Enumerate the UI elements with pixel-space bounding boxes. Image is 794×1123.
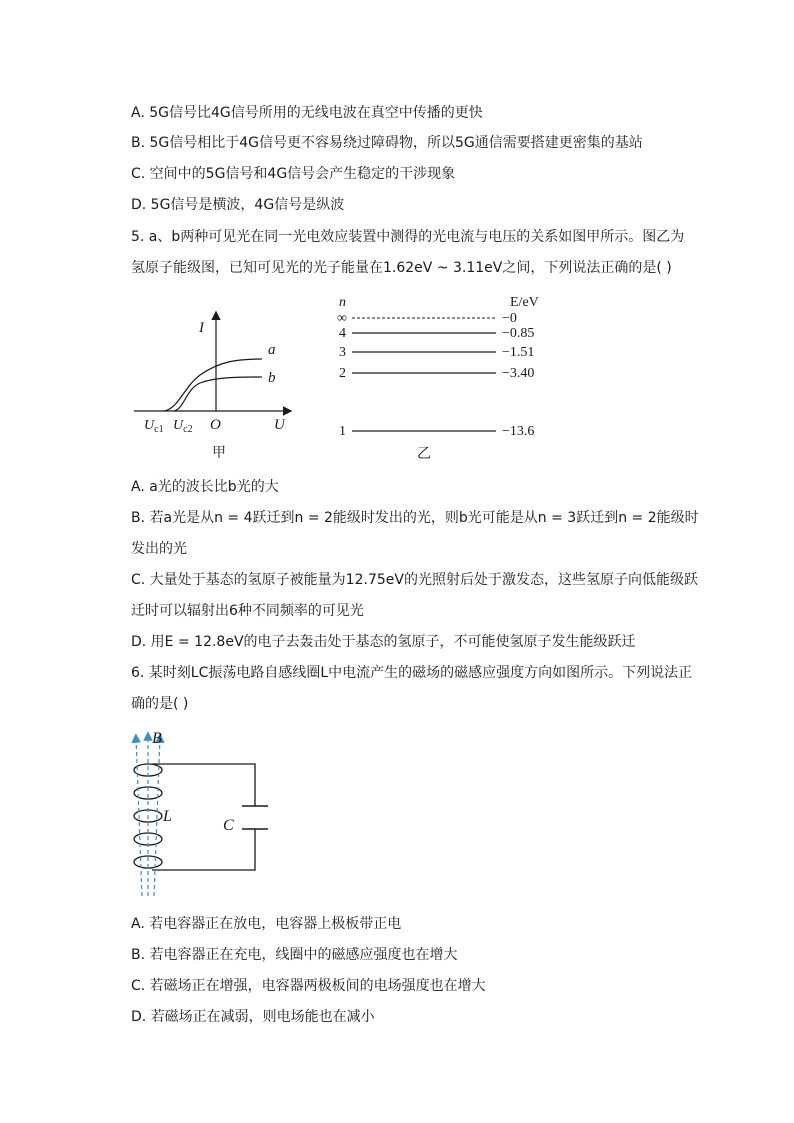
magnetic-field-lines (136, 736, 160, 896)
axis-u-label: U (274, 417, 285, 433)
q5-option-a: A. a光的波长比b光的大 (131, 479, 279, 495)
q6-option-d: D. 若磁场正在减弱，则电场能也在减小 (131, 1009, 375, 1025)
curve-a-label: a (268, 342, 276, 358)
energy-header: E/eV (510, 295, 539, 310)
c-label: C (223, 817, 234, 834)
level-n-4: 4 (339, 326, 346, 341)
level-e-3: −1.51 (502, 345, 535, 360)
level-n-3: 3 (339, 345, 346, 360)
figure-yi-caption: 乙 (417, 446, 431, 462)
figure-jia-iu-graph (128, 305, 298, 465)
q4-option-a: A. 5G信号比4G信号所用的无线电波在真空中传播的更快 (131, 105, 483, 121)
q6-stem-line2: 确的是( ) (131, 696, 189, 712)
q4-option-d: D. 5G信号是横波，4G信号是纵波 (131, 197, 345, 213)
l-label: L (163, 808, 172, 825)
level-n-2: 2 (339, 366, 346, 381)
q5-option-b: B. 若a光是从n = 4跃迁到n = 2能级时发出的光，则b光可能是从n = 3跃迁到n = 2能级时 (131, 510, 699, 526)
level-e-2: −3.40 (502, 366, 535, 381)
figure-lc-circuit (122, 726, 272, 901)
q4-option-c: C. 空间中的5G信号和4G信号会产生稳定的干涉现象 (131, 166, 456, 182)
q5-stem-line2: 氢原子能级图，已知可见光的光子能量在1.62eV ~ 3.11eV之间，下列说法正确的是( ) (131, 260, 672, 276)
level-n-1: 1 (339, 424, 346, 439)
q5-stem-line1: 5. a、b两种可见光在同一光电效应装置中测得的光电流与电压的关系如图甲所示。图乙为 (131, 229, 685, 245)
wire-bottom (152, 829, 255, 870)
n-header: n (339, 295, 346, 310)
curve-b-label: b (268, 370, 276, 386)
figure-yi-energy-levels (330, 290, 560, 470)
uc1-label: $U_{c1}$ (144, 418, 164, 435)
b-label: B (152, 730, 162, 747)
q6-option-a: A. 若电容器正在放电，电容器上极板带正电 (131, 916, 402, 932)
curve-b (174, 377, 262, 411)
q6-option-c: C. 若磁场正在增强，电容器两极板间的电场强度也在增大 (131, 978, 486, 994)
q6-option-b: B. 若电容器正在充电，线圈中的磁感应强度也在增大 (131, 947, 458, 963)
uc2-label: $U_{c2}$ (173, 418, 193, 435)
q4-option-b: B. 5G信号相比于4G信号更不容易绕过障碍物，所以5G通信需要搭建更密集的基站 (131, 135, 643, 151)
origin-label: O (210, 417, 221, 433)
level-e-1: −13.6 (502, 424, 535, 439)
q6-stem-line1: 6. 某时刻LC振荡电路自感线圈L中电流产生的磁场的磁感应强度方向如图所示。下列说法正 (131, 665, 693, 681)
level-e-4: −0.85 (502, 326, 535, 341)
axis-i-label: I (199, 320, 204, 336)
q5-option-c: C. 大量处于基态的氢原子被能量为12.75eV的光照射后处于激发态，这些氢原子向低能级跃 (131, 572, 698, 588)
q5-option-b-cont: 发出的光 (131, 541, 187, 557)
level-e-inf: −0 (502, 311, 517, 326)
figure-jia-caption: 甲 (212, 445, 226, 461)
level-n-inf: ∞ (337, 311, 347, 326)
wire-top (152, 764, 255, 806)
q5-option-d: D. 用E = 12.8eV的电子去轰击处于基态的氢原子，不可能使氢原子发生能级跃迁 (131, 634, 636, 650)
curve-a (164, 359, 262, 411)
q5-option-c-cont: 迁时可以辐射出6种不同频率的可见光 (131, 603, 364, 619)
